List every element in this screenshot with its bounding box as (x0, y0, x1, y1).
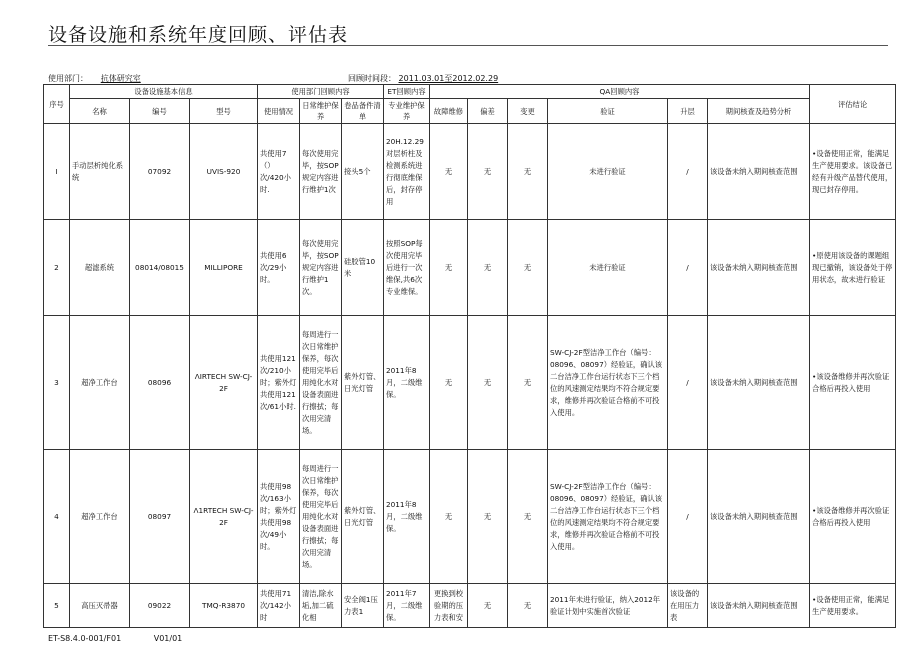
cell-fault-repair: 无 (430, 220, 468, 316)
cell-name: 超净工作台 (70, 316, 130, 450)
cell-spares: 接头5个 (342, 124, 384, 220)
cell-change: 无 (508, 584, 548, 628)
cell-name: 高压灭帚器 (70, 584, 130, 628)
cell-validation: 2011年未进行验证，纳入2012年验证计划中实施首次验证 (548, 584, 668, 628)
cell-model: Λ1RTECH SW-CJ-2F (190, 450, 258, 584)
cell-daily-maintenance: 每次使用完毕，按SOP规定内容进行维护1次 (300, 124, 342, 220)
cell-code: 08097 (130, 450, 190, 584)
cell-usage: 共使用121次/210小时；紫外灯共使用121次/61小时. (258, 316, 300, 450)
header-seq: 序号 (44, 85, 70, 124)
header-change: 变更 (508, 99, 548, 124)
cell-validation: 未进行验证 (548, 220, 668, 316)
header-deviation: 偏差 (468, 99, 508, 124)
header-basic-info: 设备设施基本信息 (70, 85, 258, 99)
cell-usage: 共使用7（）次/420小时. (258, 124, 300, 220)
cell-seq: 2 (44, 220, 70, 316)
cell-conclusion: •该设备维修并再次验证合格后再投入使用 (810, 316, 896, 450)
table-row (44, 124, 896, 220)
cell-conclusion: •该设备维修并再次验证合格后再投入使用 (810, 450, 896, 584)
cell-upgrade: / (668, 316, 708, 450)
cell-change: 无 (508, 450, 548, 584)
header-fault-repair: 故障维修 (430, 99, 468, 124)
header-usage: 使用情况 (258, 99, 300, 124)
header-qa-review: QA回顾内容 (430, 85, 810, 99)
review-table (43, 84, 896, 628)
header-et-review: ET回顾内容 (384, 85, 430, 99)
cell-trend-analysis: 该设备未纳入期间核查范围 (708, 316, 810, 450)
cell-daily-maintenance: 清洁,除水垢,加二硫化相 (300, 584, 342, 628)
header-model: 型号 (190, 99, 258, 124)
cell-change: 无 (508, 316, 548, 450)
cell-validation: SW-CJ-2F型洁净工作台（编号：08096、08097）经验证，确认该二台洁净工作台运行状态下三个档位的风速测定结果均不符合规定要求，维修并再次验证合格前不可投入使用。 (548, 450, 668, 584)
table-row (44, 584, 896, 628)
department-info (48, 73, 141, 84)
cell-usage: 共使用71次/142小时 (258, 584, 300, 628)
cell-deviation: 无 (468, 220, 508, 316)
cell-fault-repair: 更换到校验期的压力表和安 (430, 584, 468, 628)
document-footer (48, 634, 212, 643)
cell-model: MILLIPORE (190, 220, 258, 316)
cell-trend-analysis: 该设备未纳入期间核查范围 (708, 584, 810, 628)
cell-daily-maintenance: 每次使用完毕，按SOP规定内容进行维护1次。 (300, 220, 342, 316)
cell-fault-repair: 无 (430, 316, 468, 450)
cell-spares: 紫外灯管、日光灯管 (342, 450, 384, 584)
cell-code: 08096 (130, 316, 190, 450)
department-label: 使用部门： (48, 74, 88, 83)
cell-upgrade: 该设备的在用压力表 (668, 584, 708, 628)
document-version: V01/01 (153, 634, 183, 643)
cell-deviation: 无 (468, 584, 508, 628)
cell-name: 超滤系统 (70, 220, 130, 316)
cell-seq: 4 (44, 450, 70, 584)
table-row (44, 450, 896, 584)
cell-trend-analysis: 该设备未纳入期间核查范围 (708, 220, 810, 316)
header-daily-maintenance: 日常维护保养 (300, 99, 342, 124)
cell-change: 无 (508, 124, 548, 220)
cell-conclusion: •设备使用正常，能满足生产使用要求。 (810, 584, 896, 628)
title-underline (48, 45, 888, 46)
cell-fault-repair: 无 (430, 450, 468, 584)
review-period-info (348, 73, 498, 84)
header-validation: 验证 (548, 99, 668, 124)
cell-validation: SW-CJ-2F型洁净工作台（编号：08096、08097）经验证，确认该二台洁净工作台运行状态下三个档位的风速测定结果均不符合规定要求，维修并再次验证合格前不可投入使用。 (548, 316, 668, 450)
cell-daily-maintenance: 每周进行一次日常维护保养，每次使用完毕后用纯化水对设备表面进行擦拭；每次用完清场。 (300, 450, 342, 584)
cell-pro-maintenance: 2011年8月，二级维保。 (384, 450, 430, 584)
cell-model: UVIS-920 (190, 124, 258, 220)
table-row (44, 316, 896, 450)
header-conclusion: 评估结论 (810, 85, 896, 124)
cell-pro-maintenance: 20H.12.29对层析柱及检测系统进行彻底维保后，封存停用 (384, 124, 430, 220)
cell-name: 超净工作台 (70, 450, 130, 584)
cell-validation: 未进行验证 (548, 124, 668, 220)
cell-usage: 共使用98次/163小时；紫外灯共使用98次/49小时。 (258, 450, 300, 584)
table-row (44, 220, 896, 316)
header-name: 名称 (70, 99, 130, 124)
cell-code: 08014/08015 (130, 220, 190, 316)
header-spares: 卷品备件清单 (342, 99, 384, 124)
department-value: 抗体研究室 (100, 74, 141, 83)
cell-code: 09022 (130, 584, 190, 628)
cell-conclusion: •原使用该设备的课题组现已撤销，该设备处于停用状态，故未进行验证 (810, 220, 896, 316)
cell-usage: 共使用6次/29小时。 (258, 220, 300, 316)
cell-upgrade: / (668, 450, 708, 584)
cell-fault-repair: 无 (430, 124, 468, 220)
header-dept-review: 使用部门回顾内容 (258, 85, 384, 99)
cell-seq: I (44, 124, 70, 220)
review-period-value: 2011.03.01至2012.02.29 (398, 74, 499, 83)
cell-pro-maintenance: 2011年7月，二级维保。 (384, 584, 430, 628)
cell-daily-maintenance: 每周进行一次日常维护保养，每次使用完毕后用纯化水对设备表面进行擦拭；每次用完清场。 (300, 316, 342, 450)
cell-upgrade: / (668, 124, 708, 220)
cell-spares: 紫外灯管、日光灯管 (342, 316, 384, 450)
cell-model: ΛIRTECH SW-CJ-2F (190, 316, 258, 450)
cell-conclusion: •设备使用正常，能满足生产使用要求。该设备已经有升级产品替代使用，现已封存停用。 (810, 124, 896, 220)
cell-spares: 安全阀1压力表1 (342, 584, 384, 628)
cell-seq: 5 (44, 584, 70, 628)
cell-model: TMQ-R3870 (190, 584, 258, 628)
cell-trend-analysis: 该设备未纳入期间核查范围 (708, 450, 810, 584)
cell-pro-maintenance: 按照SOP每次使用完毕后进行一次维保,共6次专业维保。 (384, 220, 430, 316)
header-trend-analysis: 期间核查及趋势分析 (708, 99, 810, 124)
document-title: 设备设施和系统年度回顾、评估表 (48, 24, 349, 46)
cell-spares: 硅胶管10米 (342, 220, 384, 316)
cell-deviation: 无 (468, 124, 508, 220)
cell-upgrade: / (668, 220, 708, 316)
cell-seq: 3 (44, 316, 70, 450)
header-pro-maintenance: 专业维护保养 (384, 99, 430, 124)
cell-deviation: 无 (468, 450, 508, 584)
header-upgrade: 升层 (668, 99, 708, 124)
cell-name: 手动层析纯化系统 (70, 124, 130, 220)
cell-code: 07092 (130, 124, 190, 220)
cell-pro-maintenance: 2011年8月，二级维保。 (384, 316, 430, 450)
header-code: 编号 (130, 99, 190, 124)
document-code: ET-S8.4.0-001/F01 (48, 634, 122, 643)
cell-deviation: 无 (468, 316, 508, 450)
review-period-label: 回顾时间段： (348, 74, 396, 83)
cell-change: 无 (508, 220, 548, 316)
cell-trend-analysis: 该设备未纳入期间核查范围 (708, 124, 810, 220)
